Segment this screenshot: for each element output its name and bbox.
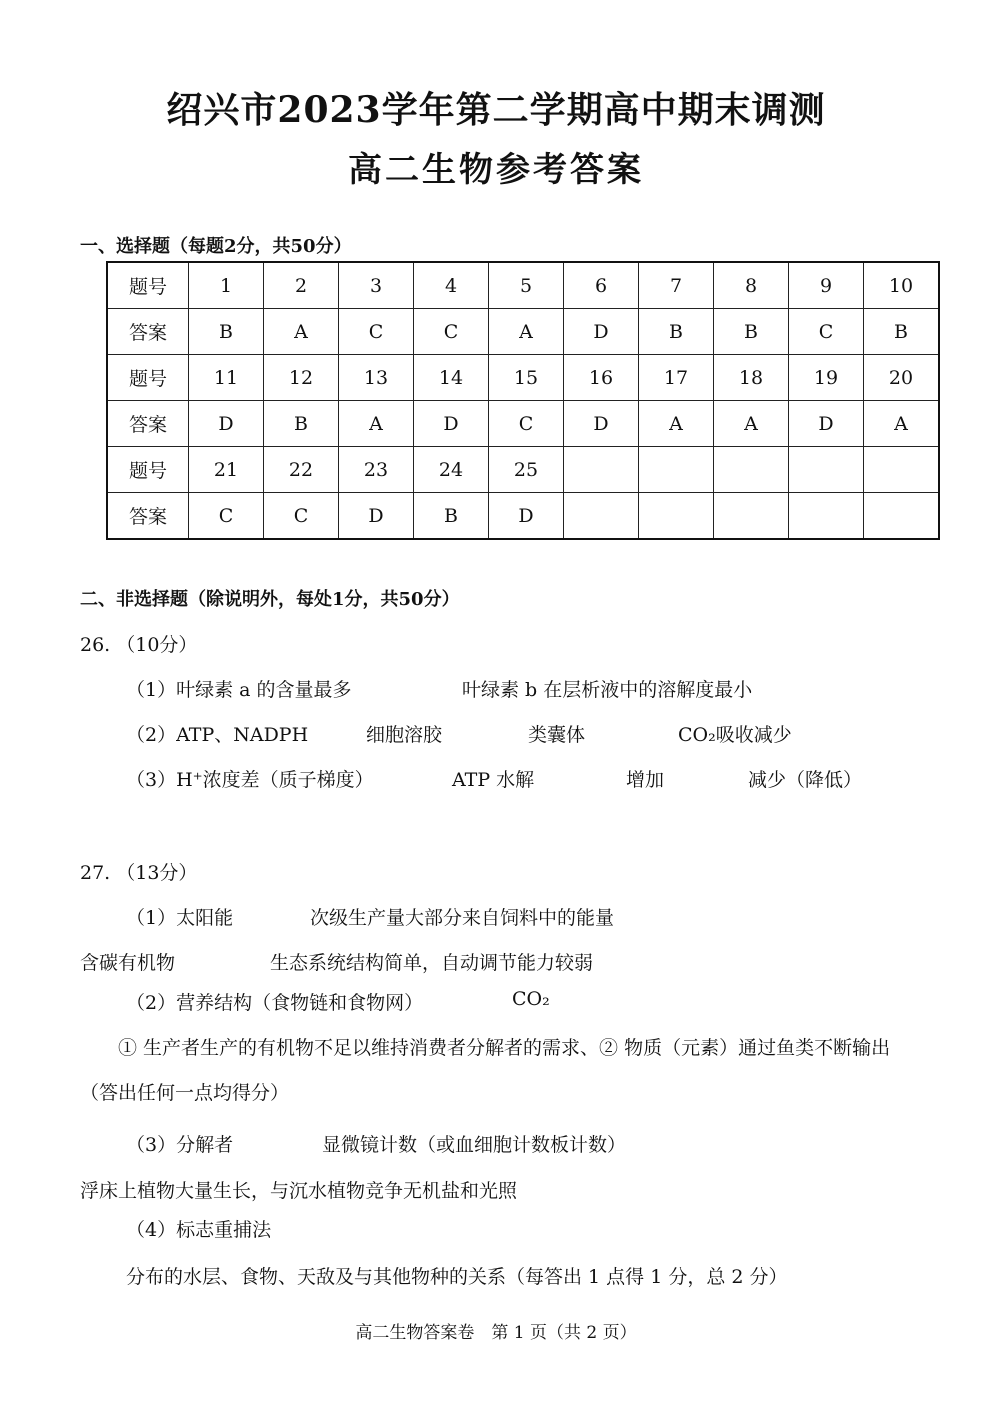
q26-3-answer-d: 减少（降低）: [748, 769, 863, 791]
question-number-cell: 3: [339, 262, 414, 309]
table-row: [107, 493, 939, 540]
question-number-cell: 18: [714, 355, 789, 401]
question-number-cell: 19: [789, 355, 864, 401]
q26-2-answer-d: CO₂吸收减少: [678, 724, 792, 746]
answer-cell: D: [189, 401, 264, 447]
question-number-cell: [564, 447, 639, 493]
answer-cell: C: [339, 309, 414, 355]
q27-heading: 27. （13分）: [80, 862, 198, 884]
question-number-cell: 21: [189, 447, 264, 493]
row-label: 题号: [107, 355, 189, 401]
page-footer: 高二生物答案卷 第 1 页（共 2 页）: [355, 1323, 637, 1343]
q27-3-answer-b: 显微镜计数（或血细胞计数板计数）: [322, 1134, 627, 1156]
answer-cell: A: [864, 401, 940, 447]
q27-3-answer-a: （3）分解者: [126, 1134, 234, 1156]
answer-cell: D: [414, 401, 489, 447]
question-number-cell: 6: [564, 262, 639, 309]
table-row: [107, 355, 939, 401]
answer-cell: A: [714, 401, 789, 447]
answer-cell: B: [864, 309, 940, 355]
answer-cell: D: [789, 401, 864, 447]
answer-cell: [714, 493, 789, 540]
question-number-cell: 20: [864, 355, 940, 401]
q26-1-answer-a: （1）叶绿素 a 的含量最多: [126, 679, 352, 701]
question-number-cell: 22: [264, 447, 339, 493]
answer-cell: C: [789, 309, 864, 355]
question-number-cell: 5: [489, 262, 564, 309]
q27-2-answer-c: ① 生产者生产的有机物不足以维持消费者分解者的需求、② 物质（元素）通过鱼类不断输出: [118, 1037, 891, 1059]
question-number-cell: 7: [639, 262, 714, 309]
q27-4-answer-b: 分布的水层、食物、天敌及与其他物种的关系（每答出 1 点得 1 分，总 2 分）: [126, 1266, 788, 1288]
answer-cell: B: [639, 309, 714, 355]
answer-cell: D: [564, 309, 639, 355]
question-number-cell: 9: [789, 262, 864, 309]
answer-cell: A: [264, 309, 339, 355]
answer-cell: D: [564, 401, 639, 447]
question-number-cell: 15: [489, 355, 564, 401]
table-row: [107, 447, 939, 493]
q27-1-answer-d: 生态系统结构简单，自动调节能力较弱: [270, 952, 594, 974]
q27-2-answer-a: （2）营养结构（食物链和食物网）: [126, 992, 424, 1014]
answer-cell: [639, 493, 714, 540]
question-number-cell: 13: [339, 355, 414, 401]
answer-cell: C: [264, 493, 339, 540]
q27-3-answer-c: 浮床上植物大量生长，与沉水植物竞争无机盐和光照: [80, 1180, 518, 1202]
answer-cell: [864, 493, 940, 540]
question-number-cell: 11: [189, 355, 264, 401]
question-number-cell: 16: [564, 355, 639, 401]
answer-cell: A: [639, 401, 714, 447]
table-row: [107, 309, 939, 355]
q26-2-answer-c: 类囊体: [528, 724, 586, 746]
answer-cell: [789, 493, 864, 540]
q26-3-answer-c: 增加: [626, 769, 665, 791]
row-label: 答案: [107, 309, 189, 355]
page-subtitle: 高二生物参考答案: [348, 150, 644, 190]
question-number-cell: 1: [189, 262, 264, 309]
answer-cell: B: [714, 309, 789, 355]
question-number-cell: 12: [264, 355, 339, 401]
answer-cell: A: [489, 309, 564, 355]
answer-cell: B: [264, 401, 339, 447]
row-label: 题号: [107, 447, 189, 493]
row-label: 答案: [107, 401, 189, 447]
answer-cell: B: [414, 493, 489, 540]
page-title: 绍兴市2023学年第二学期高中期末调测: [166, 89, 826, 131]
q26-3-answer-b: ATP 水解: [452, 769, 535, 791]
question-number-cell: 10: [864, 262, 940, 309]
question-number-cell: [864, 447, 940, 493]
question-number-cell: [789, 447, 864, 493]
section2-heading: 二、非选择题（除说明外，每处1分，共50分）: [80, 589, 460, 610]
question-number-cell: 25: [489, 447, 564, 493]
q26-heading: 26. （10分）: [80, 634, 198, 656]
answer-cell: [564, 493, 639, 540]
table-row: [107, 262, 939, 309]
q27-1-answer-a: （1）太阳能: [126, 907, 234, 929]
q26-1-answer-b: 叶绿素 b 在层析液中的溶解度最小: [462, 679, 753, 701]
answer-cell: D: [489, 493, 564, 540]
row-label: 题号: [107, 262, 189, 309]
q26-2-answer-a: （2）ATP、NADPH: [126, 724, 309, 746]
question-number-cell: 2: [264, 262, 339, 309]
answer-cell: C: [489, 401, 564, 447]
question-number-cell: [714, 447, 789, 493]
question-number-cell: 17: [639, 355, 714, 401]
answer-cell: B: [189, 309, 264, 355]
q27-2-answer-b: CO₂: [512, 988, 550, 1010]
question-number-cell: [639, 447, 714, 493]
q26-2-answer-b: 细胞溶胶: [366, 724, 443, 746]
answer-cell: C: [414, 309, 489, 355]
q27-4-answer-a: （4）标志重捕法: [126, 1219, 272, 1241]
question-number-cell: 23: [339, 447, 414, 493]
row-label: 答案: [107, 493, 189, 540]
q27-1-answer-c: 含碳有机物: [80, 952, 176, 974]
answer-cell: A: [339, 401, 414, 447]
question-number-cell: 4: [414, 262, 489, 309]
question-number-cell: 14: [414, 355, 489, 401]
section1-heading: 一、选择题（每题2分，共50分）: [80, 236, 352, 257]
answer-table: [106, 261, 940, 540]
answer-cell: D: [339, 493, 414, 540]
question-number-cell: 8: [714, 262, 789, 309]
q26-3-answer-a: （3）H⁺浓度差（质子梯度）: [126, 769, 374, 791]
q27-2-note: （答出任何一点均得分）: [80, 1082, 290, 1104]
table-row: [107, 401, 939, 447]
question-number-cell: 24: [414, 447, 489, 493]
q27-1-answer-b: 次级生产量大部分来自饲料中的能量: [310, 907, 615, 929]
answer-cell: C: [189, 493, 264, 540]
